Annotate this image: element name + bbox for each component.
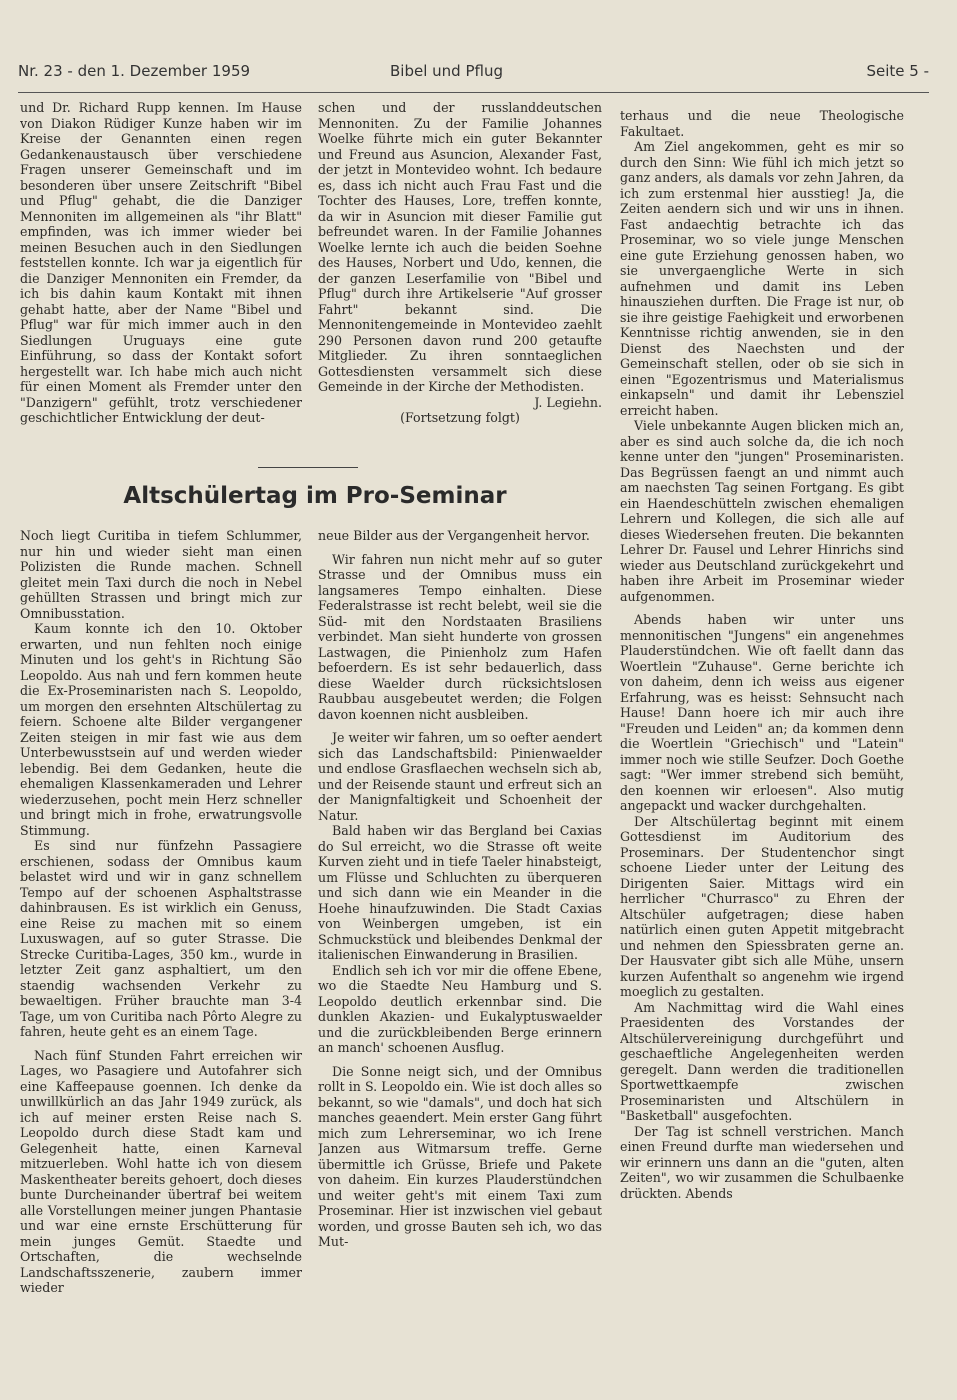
paragraph: Am Nachmittag wird die Wahl eines Praesidenten des Vorstandes der Altschülervereinigung durchgeführt und geschaeftliche Angelegenheiten werden geregelt. Dann werden die traditionellen Sportwettkaempfe zwischen Proseminaristen und Altschülern in "Basketball" ausgefochten. xyxy=(620,999,904,1123)
paragraph: Am Ziel angekommen, geht es mir so durch den Sinn: Wie fühl ich mich jetzt so ganz anders, als damals vor zehn Jahren, da ich zum erstenmal hier ausstieg! Ja, die Zeiten aendern sich und wir uns in ihnen. Fast andaechtig betrachte ich das Proseminar, wo so viele junge Menschen eine gute Erziehung genossen haben, wo sie unvergaengliche Werte in sich aufnehmen und damit ins Leben hinausziehen durften. Die Frage ist nur, ob sie ihre geistige Faehigkeit und erworbenen Kenntnisse richtig anwenden, sie in den Dienst des Naechsten und der Gemeinschaft stellen, oder ob sie sich in einen "Egozentrismus und Materialismus einkapseln" und damit ihr Lebensziel erreicht haben. xyxy=(620,139,904,418)
paragraph: neue Bilder aus der Vergangenheit hervor. xyxy=(318,528,590,543)
article-headline: Altschülertag im Pro-Seminar xyxy=(123,483,507,509)
paragraph: Bald haben wir das Bergland bei Caxias do Sul erreicht, wo die Strasse oft weite Kurven zieht und in tiefe Taeler hinabsteigt, um Flüsse und Schluchten zu überqueren und sich dann wie ein Meander in die Hoehe hinaufzuwinden. Die Stadt Caxias von Weinbergen umgeben, ist ein Schmuckstück und bleibendes Denkmal der italienischen Einwanderung in Brasilien. xyxy=(318,823,602,962)
paragraph: Je weiter wir fahren, um so oefter aendert sich das Landschaftsbild: Pinienwaelder und endlose Grasflaechen wechseln sich ab, und der Reisende staunt und erfreut sich an der Manignfaltigkeit und Schoenheit der Natur. xyxy=(318,730,602,823)
article-column-2 xyxy=(318,528,602,1384)
paragraph: schen und der russlanddeutschen Mennoniten. Zu der Familie Johannes Woelke führte mich ein guter Bekannter und Freund aus Asuncion, Alexander Fast, der jetzt in Montevideo wohnt. Ich bedaure es, dass ich nicht auch Frau Fast und die Tochter des Hauses, Lore, treffen konnte, da wir in Asuncion mit dieser Familie gut befreundet waren. In der Familie Johannes Woelke lernte ich auch die beiden Soehne des Hauses, Norbert und Udo, kennen, die der ganzen Leserfamilie von "Bibel und Pflug" durch ihre Artikelserie "Auf grosser Fahrt" bekannt sind. Die Mennonitengemeinde in Montevideo zaehlt 290 Personen davon rund 200 getaufte Mitglieder. Zu ihren sonntaeglichen Gottesdiensten versammelt sich diese Gemeinde in der Kirche der Methodisten. xyxy=(318,100,602,394)
paragraph: Viele unbekannte Augen blicken mich an, aber es sind auch solche da, die ich noch kenne unter den "jungen" Proseminaristen. Das Begrüssen faengt an und nimmt auch am naechsten Tag seinen Fortgang. Es gibt ein Haendeschütteln zwischen ehemaligen Lehrern und Kollegen, die sich alle auf dieses Wiedersehen freuten. Die bekannten Lehrer Dr. Fausel und Lehrer Hinrichs sind wieder aus Deutschland zurückgekehrt und haben ihre Arbeit im Proseminar wieder aufgenommen. xyxy=(620,418,904,604)
paragraph: Abends haben wir unter uns mennonitischen "Jungens" ein angenehmes Plauderstündchen. Wie oft faellt dann das Woertlein "Zuhause". Gerne berichte ich von daheim, denn ich weiss aus eigener Erfahrung, was es heisst: Sehnsucht nach Hause! Dann hoere ich mir auch ihre "Freuden und Leiden" an; da kommen denn die Woertlein "Griechisch" und "Latein" immer noch wie stille Seufzer. Doch Goethe sagt: "Wer immer strebend sich bemüht, den koennen wir erloesen". Also mutig angepackt und wacker durchgehalten. xyxy=(620,612,904,813)
paragraph: Kaum konnte ich den 10. Oktober erwarten, und nun fehlten noch einige Minuten und los geht's in Richtung São Leopoldo. Aus nah und fern kommen heute die Ex-Proseminaristen nach S. Leopoldo, um morgen den ersehnten Altschülertag zu feiern. Schoene alte Bilder vergangener Zeiten steigen in mir fast wie aus dem Unterbewusstsein auf und werden wieder lebendig. Bei dem Gedanken, heute die ehemaligen Klassenkameraden und Lehrer wiederzusehen, pocht mein Herz schneller und bringt mich in frohe, erwatrungsvolle Stimmung. xyxy=(20,621,302,838)
page-number: Seite 5 - xyxy=(866,62,929,80)
paragraph: Der Tag ist schnell verstrichen. Manch einen Freund durfte man wiedersehen und wir erinnern uns dann an die "guten, alten Zeiten", wo wir zusammen die Schulbaenke drückten. Abends xyxy=(620,1123,904,1201)
issue-date: Nr. 23 - den 1. Dezember 1959 xyxy=(18,62,251,80)
paragraph: Noch liegt Curitiba in tiefem Schlummer, nur hin und wieder sieht man einen Polizisten die Runde machen. Schnell gleitet mein Taxi durch die noch in Nebel gehüllten Strassen und bringt mich zur Omnibusstation. xyxy=(20,528,302,621)
author-signature: J. Legiehn. xyxy=(534,394,602,410)
article-column-3 xyxy=(620,108,904,1384)
top-column-1 xyxy=(20,100,302,460)
paragraph: Endlich seh ich vor mir die offene Ebene, wo die Staedte Neu Hamburg und S. Leopoldo deutlich erkennbar sind. Die dunklen Akazien- und Eukalyptuswaelder und die zurückbleibenden Berge erinnern an manch' schoenen Ausflug. xyxy=(318,962,602,1055)
paragraph: Wir fahren nun nicht mehr auf so guter Strasse und der Omnibus muss ein langsameres Tempo einhalten. Diese Federalstrasse ist recht belebt, weil sie die Süd- mit den Nordstaaten Brasiliens verbindet. Man sieht hunderte von grossen Lastwagen, die Pinienholz zum Hafen befoerdern. Es ist sehr bedauerlich, dass diese Waelder durch rücksichtslosen Raubbau ausgebeutet werden; die Folgen davon koennen nicht ausbleiben. xyxy=(318,551,602,722)
publication-title: Bibel und Pflug xyxy=(390,62,503,80)
page-header xyxy=(18,62,929,86)
separator-rule xyxy=(258,467,358,468)
article-column-1 xyxy=(20,528,302,1384)
paragraph: terhaus und die neue Theologische Fakultaet. xyxy=(620,108,904,139)
paragraph: Die Sonne neigt sich, und der Omnibus rollt in S. Leopoldo ein. Wie ist doch alles so bekannt, so wie "damals", und doch hat sich manches geaendert. Mein erster Gang führt mich zum Lehrerseminar, wo ich Irene Janzen aus Witmarsum treffe. Gerne übermittle ich Grüsse, Briefe und Pakete von daheim. Ein kurzes Plauderstündchen und weiter geht's mit einem Taxi zum Proseminar. Hier ist inzwischen viel gebaut worden, und grosse Bauten seh ich, wo das Mut- xyxy=(318,1063,602,1249)
paragraph: Der Altschülertag beginnt mit einem Gottesdienst im Auditorium des Proseminars. Der Studentenchor singt schoene Lieder unter der Leitung des Dirigenten Saier. Mittags wird ein herrlicher "Churrasco" zu Ehren der Altschüler aufgetragen; diese haben natürlich einen guten Appetit mitgebracht und nehmen den Spiessbraten gerne an. Der Hausvater gibt sich alle Mühe, unsern kurzen Aufenthalt so angenehm wie irgend moeglich zu gestalten. xyxy=(620,813,904,999)
header-rule xyxy=(18,92,929,93)
continued-note: (Fortsetzung folgt) xyxy=(400,410,520,425)
paragraph: und Dr. Richard Rupp kennen. Im Hause von Diakon Rüdiger Kunze haben wir im Kreise der Genannten einen regen Gedankenaustausch über verschiedene Fragen unserer Gemeinschaft und im besonderen über unsere Zeitschrift "Bibel und Pflug" gehabt, die die Danziger Mennoniten im allgemeinen als "ihr Blatt" empfinden, was ich immer wieder bei meinen Besuchen auch in den Siedlungen feststellen konnte. Ich war ja eigentlich für die Danziger Mennoniten ein Fremder, da ich bis dahin kaum Kontakt mit ihnen gehabt hatte, aber der Name "Bibel und Pflug" war für mich immer auch in den Siedlungen Uruguays eine gute Einführung, so dass der Kontakt sofort hergestellt war. Ich habe mich auch nicht für einen Moment als Fremder unter den "Danzigern" gefühlt, trotz verschiedener geschichtlicher Entwicklung der deut- xyxy=(20,100,302,425)
paragraph: Es sind nur fünfzehn Passagiere erschienen, sodass der Omnibus kaum belastet wird und wir in ganz schnellem Tempo auf der schoenen Asphaltstrasse dahinbrausen. Es ist wirklich ein Genuss, eine Reise zu machen mit so einem Luxuswagen, auf so guter Strasse. Die Strecke Curitiba-Lages, 350 km., wurde in letzter Zeit ganz asphaltiert, um den staendig wachsenden Verkehr zu bewaeltigen. Früher brauchte man 3-4 Tage, um von Curitiba nach Pôrto Alegre zu fahren, heute geht es an einem Tage. xyxy=(20,838,302,1039)
paragraph: Nach fünf Stunden Fahrt erreichen wir Lages, wo Pasagiere und Autofahrer sich eine Kaffeepause goennen. Ich denke da unwillkürlich an das Jahr 1949 zurück, als ich auf meiner ersten Reise nach S. Leopoldo durch diese Stadt kam und Gelegenheit hatte, einen Karneval mitzuerleben. Wohl hatte ich von diesem Maskentheater bereits gehoert, doch dieses bunte Durcheinander übertraf bei weitem alle Vorstellungen meiner jungen Phantasie und war eine ernste Erschütterung für mein junges Gemüt. Staedte und Ortschaften, die wechselnde Landschaftsszenerie, zaubern immer wieder xyxy=(20,1047,302,1295)
top-column-2 xyxy=(318,100,602,465)
